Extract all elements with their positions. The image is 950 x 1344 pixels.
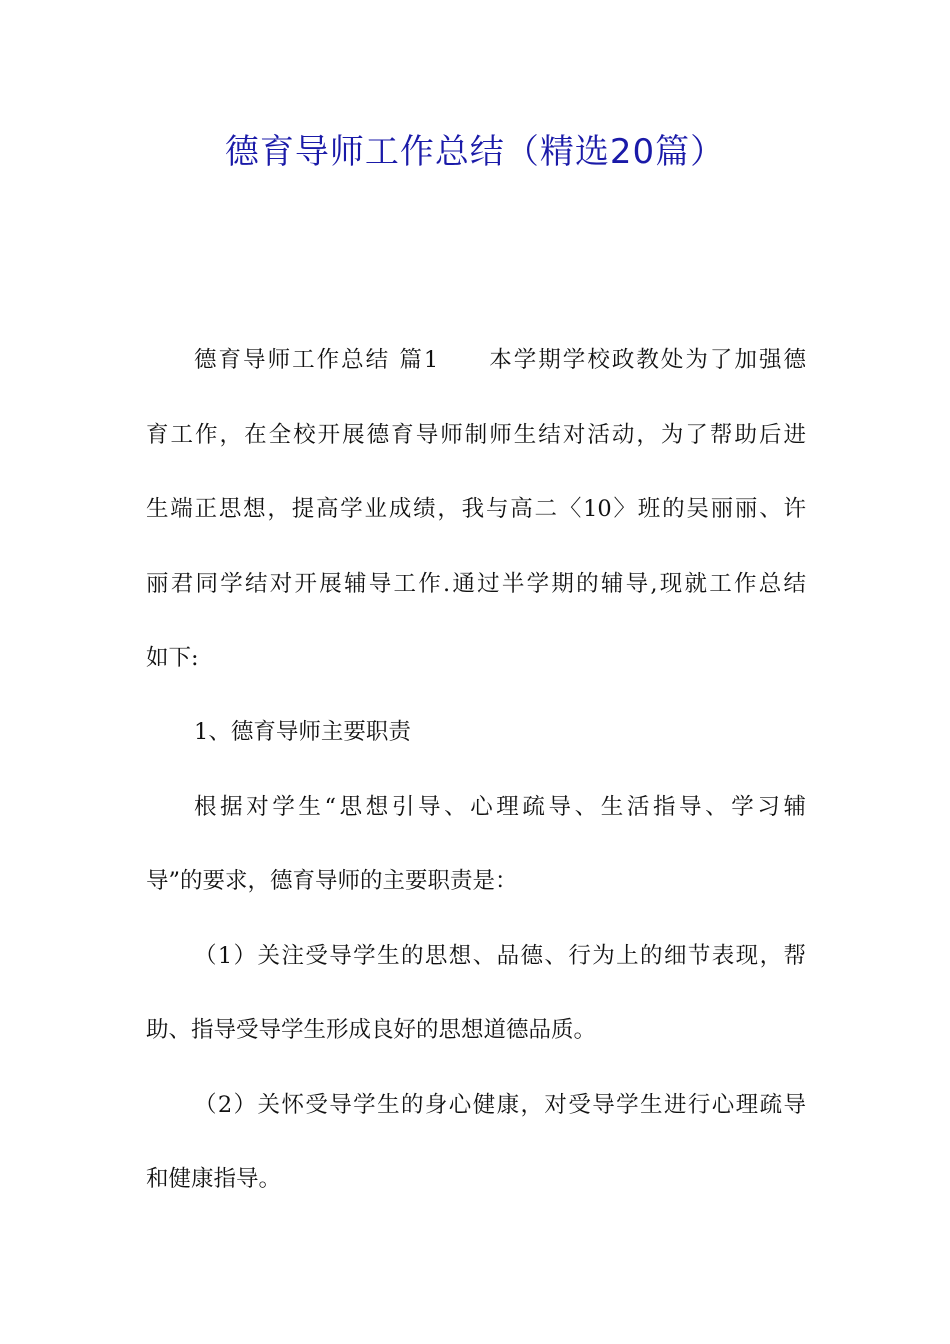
section-heading-1: 1、德育导师主要职责 bbox=[194, 719, 411, 745]
list-item-1-line-1: （1）关注受导学生的思想、品德、行为上的细节表现，帮 bbox=[194, 943, 806, 969]
paragraph-line-7: 导”的要求，德育导师的主要职责是： bbox=[146, 868, 518, 894]
list-item-2-line-2: 和健康指导。 bbox=[146, 1166, 282, 1192]
paragraph-line-1: 德育导师工作总结 篇1 本学期学校政教处为了加强德 bbox=[194, 347, 806, 373]
paragraph-line-5: 如下: bbox=[146, 645, 199, 671]
paragraph-line-6: 根据对学生“思想引导、心理疏导、生活指导、学习辅 bbox=[194, 794, 806, 820]
paragraph-line-4: 丽君同学结对开展辅导工作.通过半学期的辅导,现就工作总结 bbox=[146, 571, 806, 597]
list-item-2-line-1: （2）关怀受导学生的身心健康，对受导学生进行心理疏导 bbox=[194, 1092, 806, 1118]
paragraph-line-2: 育工作，在全校开展德育导师制师生结对活动，为了帮助后进 bbox=[146, 422, 806, 448]
list-item-1-line-2: 助、指导受导学生形成良好的思想道德品质。 bbox=[146, 1017, 597, 1043]
document-title: 德育导师工作总结（精选20篇） bbox=[224, 132, 726, 172]
paragraph-line-3: 生端正思想，提高学业成绩，我与高二〈10〉班的吴丽丽、许 bbox=[146, 496, 806, 522]
